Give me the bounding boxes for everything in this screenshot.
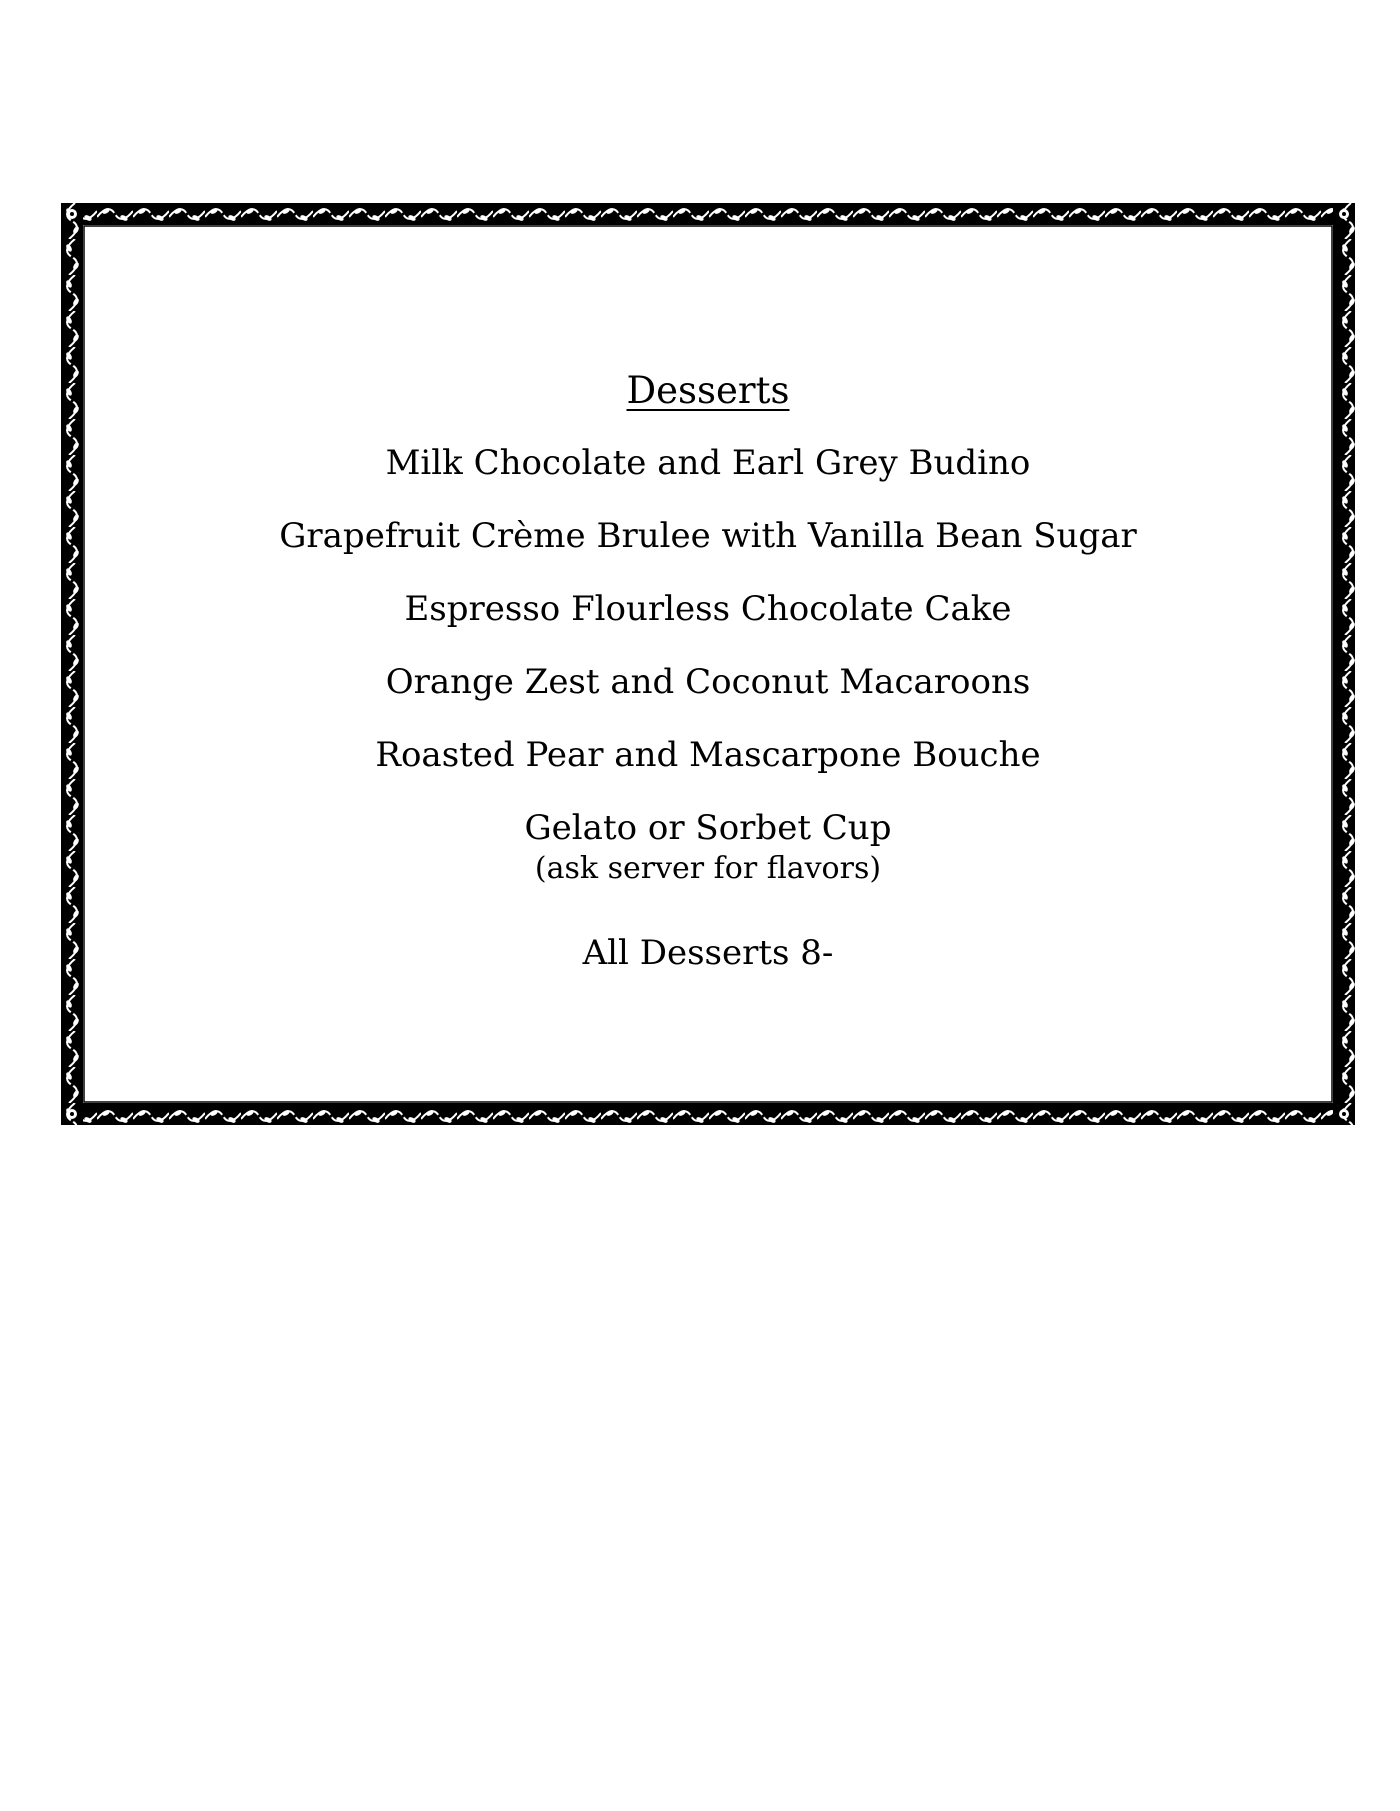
menu-item-note: (ask server for flavors) bbox=[534, 851, 882, 886]
menu-content bbox=[61, 203, 1355, 1125]
menu-title: Desserts bbox=[626, 369, 790, 412]
menu-item bbox=[61, 660, 1355, 733]
dessert-list bbox=[61, 441, 1355, 888]
menu-item-name: Espresso Flourless Chocolate Cake bbox=[404, 589, 1012, 629]
menu-item-name: Gelato or Sorbet Cup bbox=[524, 808, 892, 848]
menu-item-name: Orange Zest and Coconut Macaroons bbox=[385, 662, 1031, 702]
menu-item-name: Grapefruit Crème Brulee with Vanilla Bean Sugar bbox=[279, 516, 1137, 556]
dessert-menu-card bbox=[61, 203, 1355, 1125]
menu-item-name: Roasted Pear and Mascarpone Bouche bbox=[375, 735, 1041, 775]
menu-item bbox=[61, 587, 1355, 660]
price-line: All Desserts 8- bbox=[582, 933, 834, 973]
menu-item-name: Milk Chocolate and Earl Grey Budino bbox=[385, 443, 1031, 483]
menu-item bbox=[61, 806, 1355, 888]
menu-item bbox=[61, 514, 1355, 587]
menu-item bbox=[61, 441, 1355, 514]
menu-item bbox=[61, 733, 1355, 806]
